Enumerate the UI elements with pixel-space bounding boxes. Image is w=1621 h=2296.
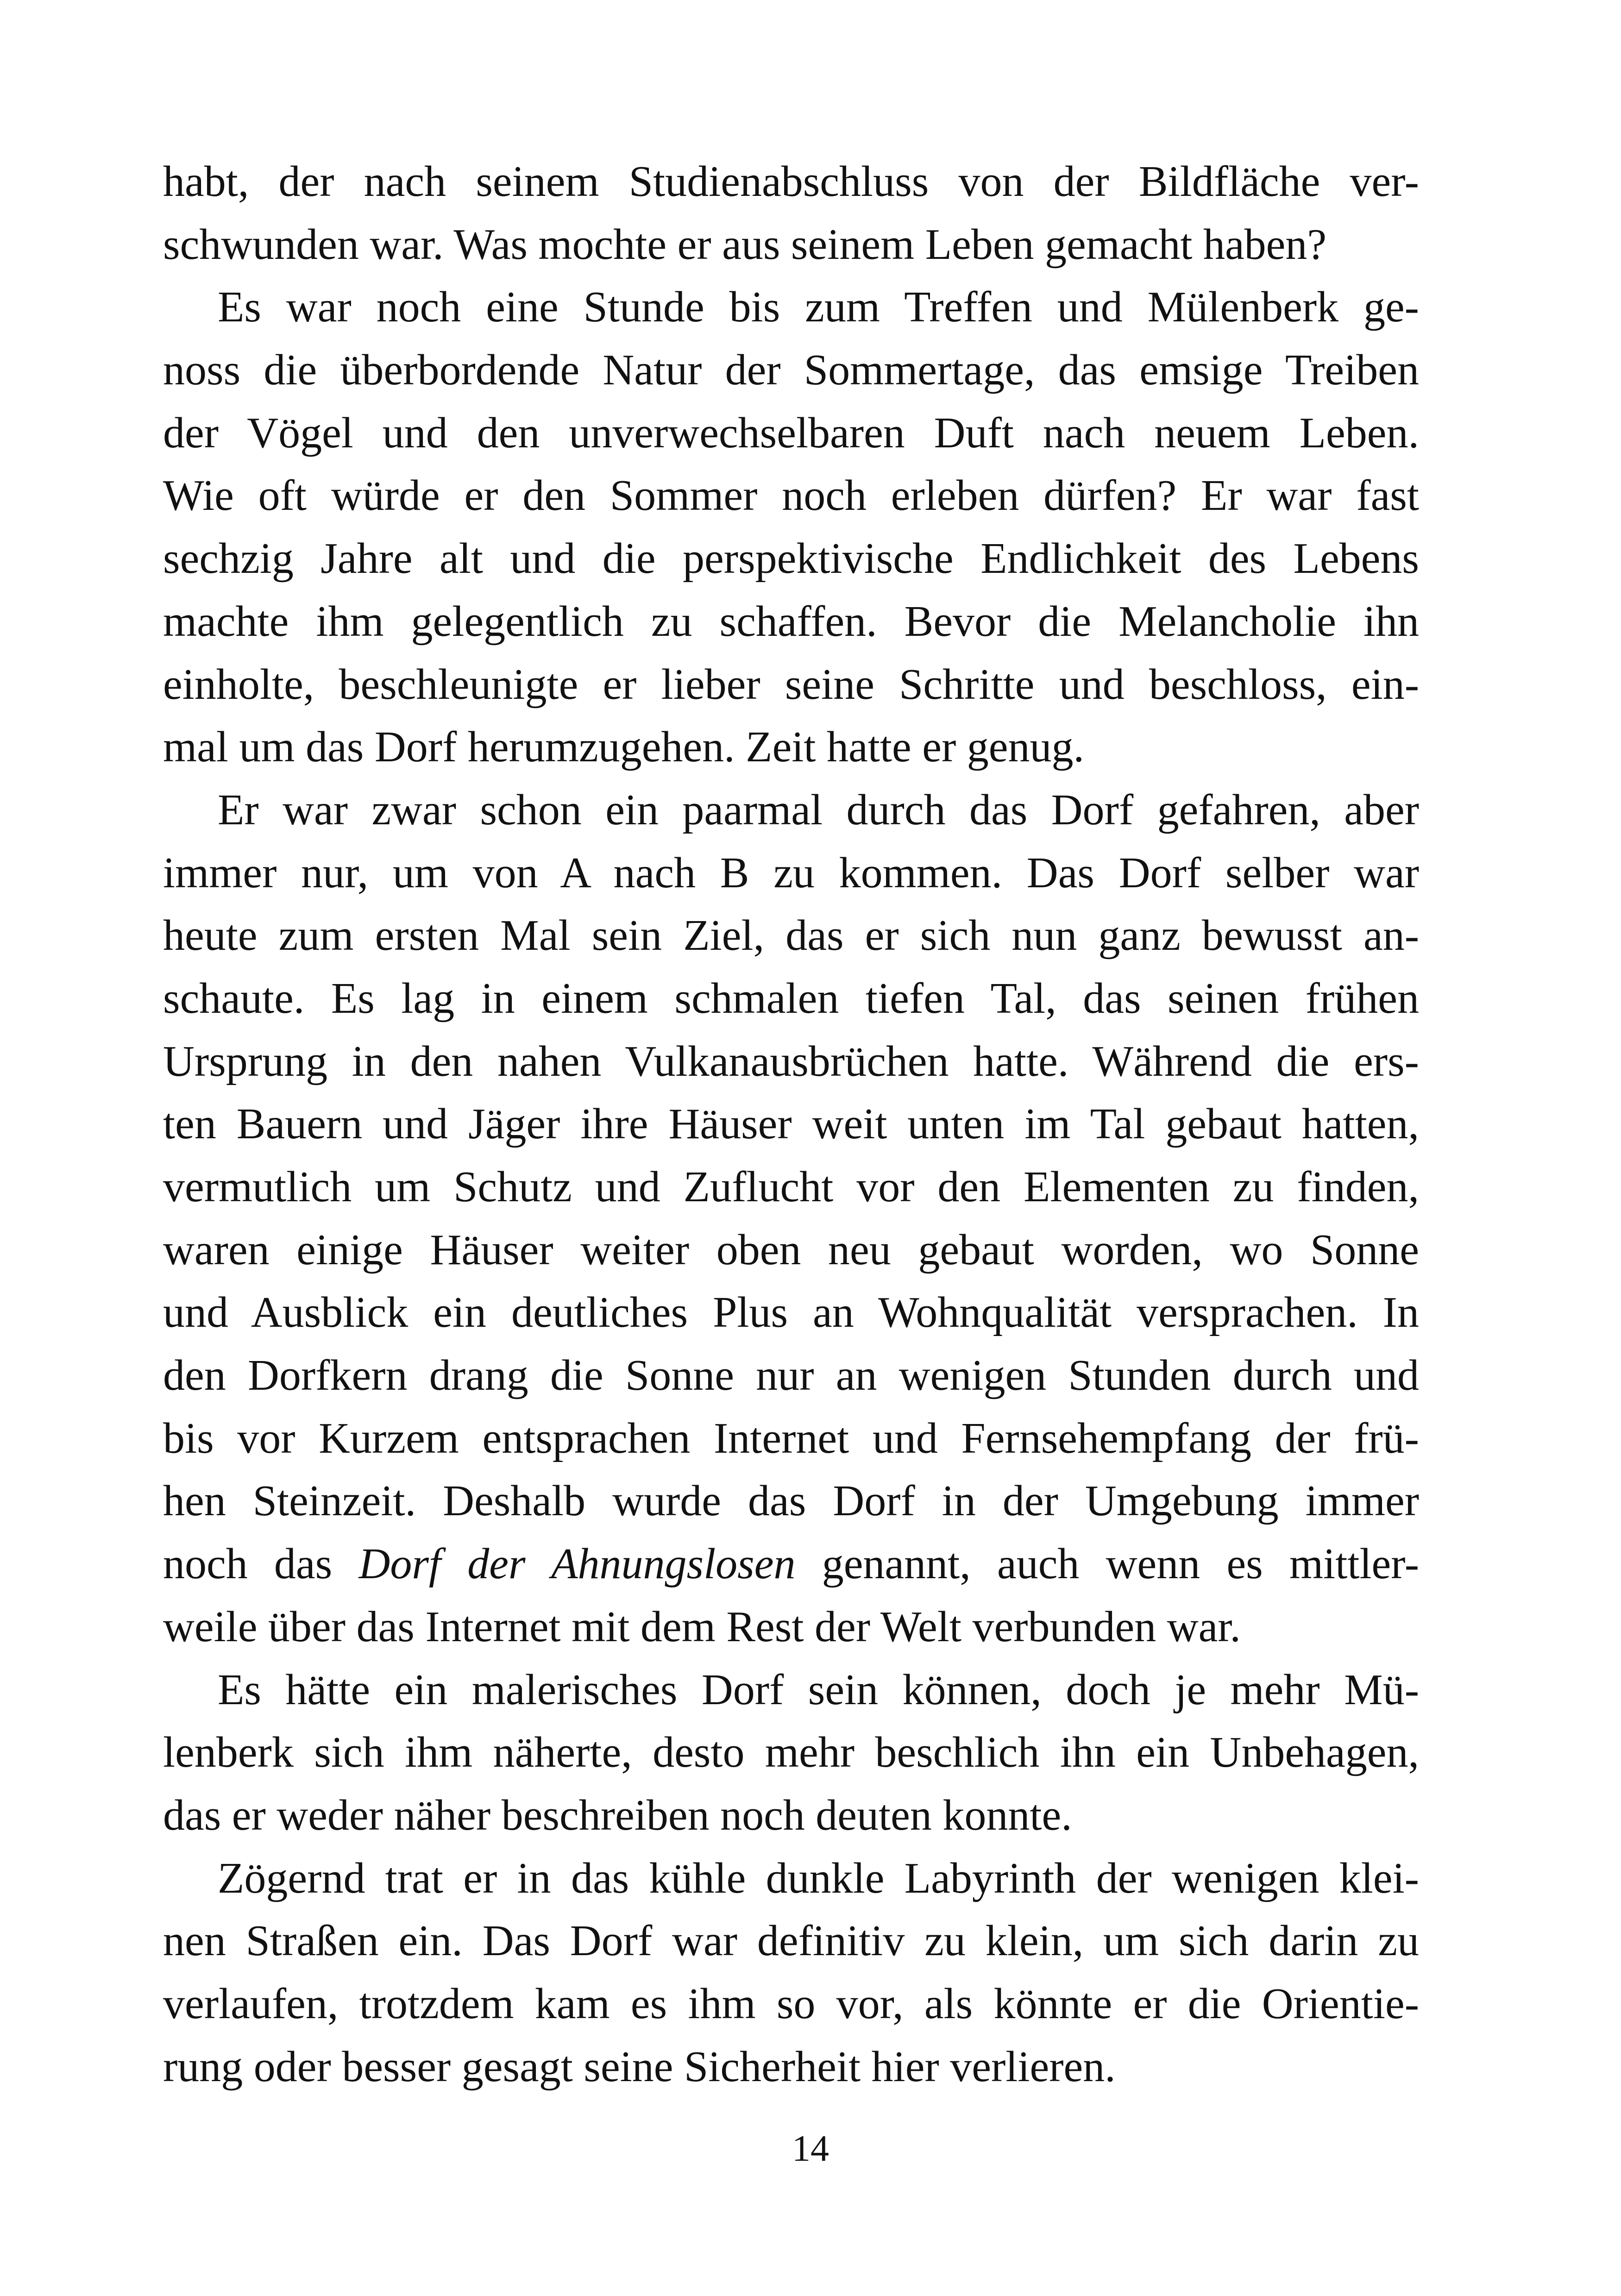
text-line: schaute. Es lag in einem schmalen tiefen Tal, das seinen frühen [163, 974, 1419, 1023]
text-line: sechzig Jahre alt und die perspektivische Endlichkeit des Lebens [163, 534, 1419, 583]
text-line: noss die überbordende Natur der Sommertage, das emsige Treiben [163, 346, 1419, 395]
text-line: den Dorfkern drang die Sonne nur an wenigen Stunden durch und [163, 1351, 1419, 1400]
text-line: einholte, beschleunigte er lieber seine Schritte und beschloss, ein- [163, 660, 1419, 709]
text-line: Ursprung in den nahen Vulkanausbrüchen hatte. Während die ers- [163, 1037, 1419, 1085]
text-line: lenberk sich ihm näherte, desto mehr beschlich ihn ein Unbehagen, [163, 1728, 1419, 1777]
text-line: vermutlich um Schutz und Zuflucht vor den Elementen zu finden, [163, 1163, 1419, 1211]
text-line: Zögernd trat er in das kühle dunkle Labyrinth der wenigen klei- [218, 1854, 1419, 1902]
text-line: das er weder näher beschreiben noch deuten konnte. [163, 1791, 1072, 1839]
text-line: schwunden war. Was mochte er aus seinem Leben gemacht haben? [163, 220, 1327, 269]
text-segment: noch das [163, 1540, 359, 1588]
text-line: nen Straßen ein. Das Dorf war definitiv zu klein, um sich darin zu [163, 1917, 1419, 1965]
text-line: hen Steinzeit. Deshalb wurde das Dorf in der Umgebung immer [163, 1477, 1419, 1525]
text-line: ten Bauern und Jäger ihre Häuser weit unten im Tal gebaut hatten, [163, 1100, 1419, 1148]
body-text [163, 151, 1419, 2098]
text-line: waren einige Häuser weiter oben neu gebaut worden, wo Sonne [163, 1225, 1419, 1274]
text-line: der Vögel und den unverwechselbaren Duft nach neuem Leben. [163, 408, 1419, 457]
text-segment: genannt, auch wenn es mittler- [795, 1540, 1420, 1588]
text-line: immer nur, um von A nach B zu kommen. Das Dorf selber war [163, 848, 1419, 897]
text-line: Es war noch eine Stunde bis zum Treffen und Mülenberk ge- [218, 283, 1419, 332]
text-line: mal um das Dorf herumzugehen. Zeit hatte er genug. [163, 723, 1084, 772]
text-line: heute zum ersten Mal sein Ziel, das er sich nun ganz bewusst an- [163, 911, 1419, 960]
text-line: habt, der nach seinem Studienabschluss von der Bildfläche ver- [163, 157, 1419, 206]
text-line: bis vor Kurzem entsprachen Internet und Fernsehempfang der frü- [163, 1414, 1419, 1462]
text-line: rung oder besser gesagt seine Sicherheit hier verlieren. [163, 2042, 1116, 2091]
text-line: und Ausblick ein deutliches Plus an Wohnqualität versprachen. In [163, 1288, 1419, 1337]
text-line: Es hätte ein malerisches Dorf sein können, doch je mehr Mü- [218, 1665, 1419, 1714]
text-line-with-italic [163, 1533, 1419, 1596]
text-line: Er war zwar schon ein paarmal durch das Dorf gefahren, aber [218, 785, 1419, 834]
text-line: verlaufen, trotzdem kam es ihm so vor, als könnte er die Orientie- [163, 1979, 1419, 2028]
text-line: machte ihm gelegentlich zu schaffen. Bevor die Melancholie ihn [163, 597, 1419, 646]
text-line: weile über das Internet mit dem Rest der Welt verbunden war. [163, 1602, 1241, 1651]
page-number: 14 [792, 2128, 829, 2169]
italic-phrase: Dorf der Ahnungslosen [358, 1540, 796, 1588]
text-line: Wie oft würde er den Sommer noch erleben dürfen? Er war fast [163, 471, 1419, 520]
